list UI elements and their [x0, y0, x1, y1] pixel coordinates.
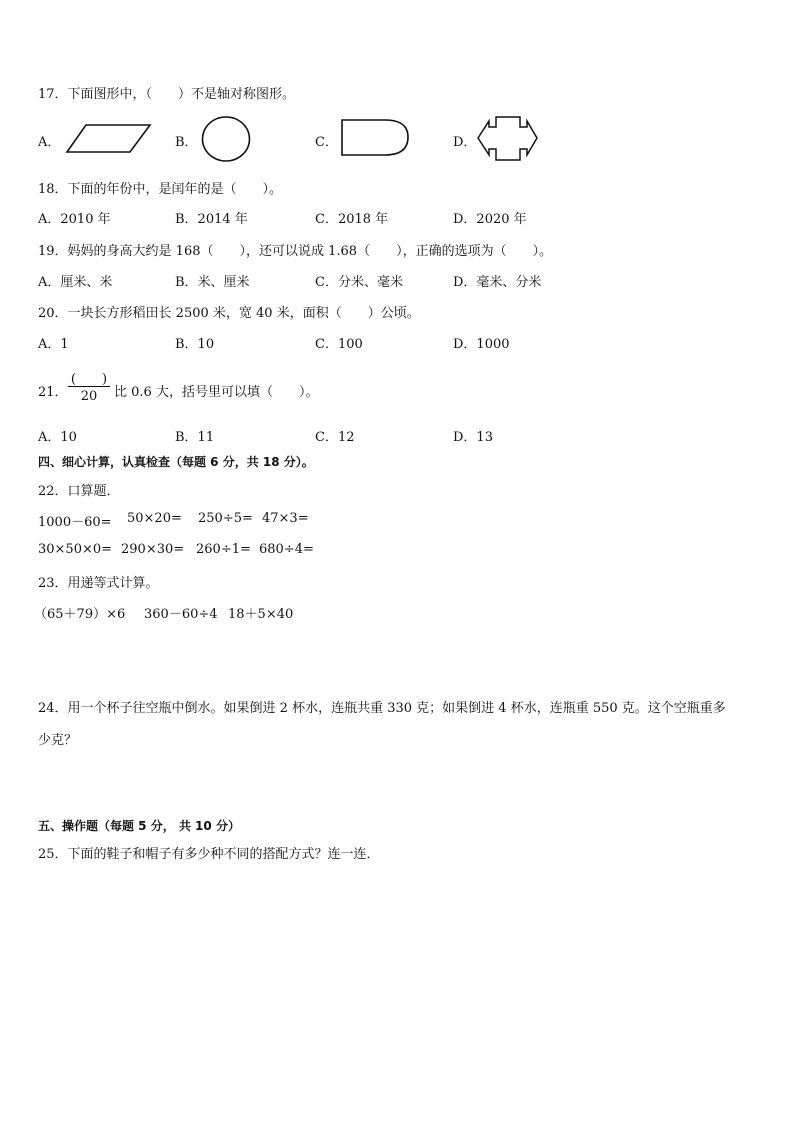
q21-option-d: D．13 — [453, 430, 493, 445]
q21-option-b: B．11 — [175, 430, 215, 445]
q21-option-a: A．10 — [38, 430, 77, 445]
q18-stem: 18．下面的年份中，是闰年的是（ ）。 — [38, 182, 283, 197]
q19-option-d: D．毫米、分米 — [453, 275, 542, 290]
q18-option-a: A．2010 年 — [38, 212, 111, 227]
q17-option-c-label: C． — [315, 135, 338, 150]
q22-calc-7: 260÷1= — [196, 542, 251, 557]
q22-calc-6: 290×30= — [121, 542, 185, 557]
q20-stem: 20．一块长方形稻田长 2500 米，宽 40 米，面积（ ）公顷。 — [38, 306, 420, 321]
section-4-title: 四、细心计算，认真检查（每题 6 分，共 18 分）。 — [38, 455, 314, 469]
fraction-bar — [68, 386, 110, 387]
q23-expression-1: （65＋79）×6 — [34, 607, 126, 622]
q20-option-b: B．10 — [175, 337, 215, 352]
fraction-denominator: 20 — [80, 389, 98, 404]
q17-option-d-label: D． — [453, 135, 477, 150]
q20-option-d: D．1000 — [453, 337, 510, 352]
q24-stem-line2: 少克？ — [38, 733, 78, 748]
q24-stem-line1: 24．用一个杯子往空瓶中倒水。如果倒进 2 杯水，连瓶共重 330 克；如果倒进 4 杯水，连瓶重 550 克。这个空瓶重多 — [38, 701, 726, 716]
q19-option-b: B．米、厘米 — [175, 275, 250, 290]
q18-option-c: C．2018 年 — [315, 212, 389, 227]
fraction-numerator: ( ) — [70, 372, 108, 387]
section-5-title: 五、操作题（每题 5 分， 共 10 分） — [38, 819, 240, 833]
q17-option-b-label: B． — [175, 135, 198, 150]
q23-stem: 23．用递等式计算。 — [38, 576, 159, 591]
q19-stem: 19．妈妈的身高大约是 168（ ），还可以说成 1.68（ ），正确的选项为（ ）。 — [38, 244, 553, 259]
circle-shape — [200, 115, 252, 163]
q19-option-c: C．分米、毫米 — [315, 275, 403, 290]
q21-option-c: C．12 — [315, 430, 355, 445]
q22-stem: 22．口算题． — [38, 484, 120, 499]
q21-stem: 比 0.6 大，括号里可以填（ ）。 — [114, 385, 319, 400]
q21-fraction — [66, 368, 112, 410]
q22-calc-1: 1000－60= — [38, 515, 112, 530]
q20-option-a: A．1 — [38, 337, 69, 352]
q22-calc-8: 680÷4= — [259, 542, 314, 557]
rounded-end-shape — [340, 118, 410, 158]
q17-option-a-label: A． — [38, 135, 61, 150]
q23-expression-3: 18＋5×40 — [228, 607, 294, 622]
q22-calc-4: 47×3= — [262, 511, 309, 526]
q25-stem: 25．下面的鞋子和帽子有多少种不同的搭配方式？连一连． — [38, 847, 380, 862]
q22-calc-2: 50×20= — [127, 511, 182, 526]
cross-arrow-shape — [476, 115, 540, 163]
q21-number: 21． — [38, 385, 68, 400]
q19-option-a: A．厘米、米 — [38, 275, 113, 290]
q22-calc-5: 30×50×0= — [38, 542, 113, 557]
q18-option-b: B．2014 年 — [175, 212, 248, 227]
parallelogram-shape — [66, 123, 152, 155]
q17-stem: 17．下面图形中，（ ）不是轴对称图形。 — [38, 87, 296, 102]
q23-expression-2: 360－60÷4 — [144, 607, 218, 622]
q18-option-d: D．2020 年 — [453, 212, 527, 227]
q20-option-c: C．100 — [315, 337, 363, 352]
q22-calc-3: 250÷5= — [198, 511, 253, 526]
